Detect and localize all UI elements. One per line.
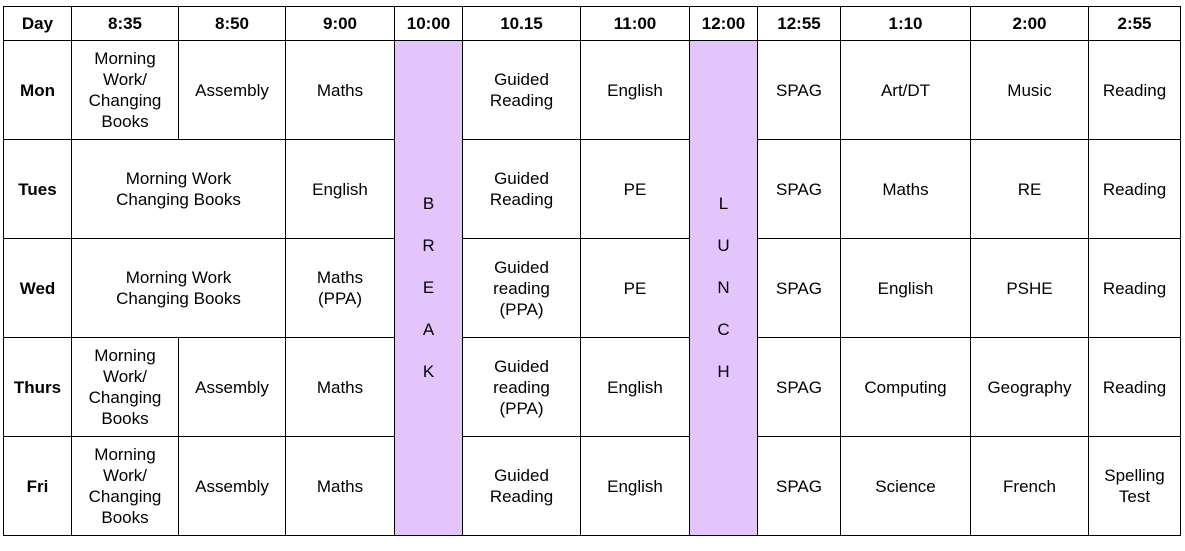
header-1000: 10:00 [395,7,463,41]
cell-line: Morning Work [125,169,232,188]
day-cell: Wed [4,239,72,338]
cell-line: Guided [494,169,549,188]
cell-255: Reading [1089,239,1181,338]
cell-line: Morning [94,445,156,464]
header-110: 1:10 [841,7,971,41]
lunch-letter: L [718,194,729,213]
cell-200: French [971,437,1089,536]
cell-line: Changing [88,388,162,407]
cell-line: reading [493,377,550,397]
cell-1100: English [581,338,690,437]
cell-line: Spelling [1104,466,1165,485]
cell-line: Guided [494,257,549,277]
cell-110: Maths [841,140,971,239]
cell-255: Reading [1089,140,1181,239]
break-letter: B [422,194,435,213]
cell-200: PSHE [971,239,1089,338]
cell-255 [1089,437,1181,536]
header-day: Day [4,7,72,41]
cell-line: Test [1118,487,1151,506]
header-1255: 12:55 [758,7,841,41]
cell-line: Changing Books [116,190,241,209]
cell-line: Work/ [102,70,148,89]
cell-1255: SPAG [758,140,841,239]
cell-110: Art/DT [841,41,971,140]
lunch-band [690,41,758,536]
cell-850: Assembly [179,437,286,536]
header-900: 9:00 [286,7,395,41]
row-mon [4,41,1181,140]
break-letter: E [422,278,435,297]
cell-200: Music [971,41,1089,140]
cell-1015 [463,338,581,437]
cell-line: Books [101,508,149,527]
cell-line: Morning Work [125,268,232,287]
cell-line: Reading [489,487,554,506]
cell-835 [72,41,179,140]
lunch-label [717,183,729,393]
cell-1100: PE [581,239,690,338]
cell-line: Books [101,409,149,428]
lunch-letter: C [717,320,730,339]
cell-1015 [463,437,581,536]
cell-1255: SPAG [758,437,841,536]
cell-900: Maths [286,338,395,437]
cell-1015 [463,239,581,338]
cell-line: Guided [494,466,549,485]
break-letter: K [422,362,435,381]
break-label [422,183,434,393]
day-cell: Thurs [4,338,72,437]
cell-line: Reading [489,190,554,209]
cell-255: Reading [1089,338,1181,437]
cell-200: RE [971,140,1089,239]
cell-110: Science [841,437,971,536]
cell-line: Morning [94,346,156,365]
row-fri [4,437,1181,536]
cell-900: Maths [286,437,395,536]
timetable [3,6,1181,536]
cell-900: English [286,140,395,239]
cell-line: Books [101,112,149,131]
row-thurs [4,338,1181,437]
day-cell: Mon [4,41,72,140]
cell-line: Changing [88,487,162,506]
header-1100: 11:00 [581,7,690,41]
cell-900 [286,239,395,338]
lunch-letter: N [717,278,730,297]
header-row [4,7,1181,41]
cell-110: Computing [841,338,971,437]
cell-line: Guided [494,356,549,376]
cell-1015 [463,140,581,239]
cell-1100: English [581,437,690,536]
cell-1255: SPAG [758,338,841,437]
cell-850: Assembly [179,41,286,140]
cell-110: English [841,239,971,338]
cell-line: Changing Books [116,289,241,308]
cell-line: Changing [88,91,162,110]
cell-1100: PE [581,140,690,239]
cell-line: Guided [494,70,549,89]
day-cell: Fri [4,437,72,536]
cell-line: (PPA) [499,299,544,319]
break-band [395,41,463,536]
lunch-letter: U [717,236,730,255]
cell-835 [72,338,179,437]
header-1015: 10.15 [463,7,581,41]
break-letter: A [422,320,435,339]
header-1200: 12:00 [690,7,758,41]
header-850: 8:50 [179,7,286,41]
cell-835 [72,437,179,536]
cell-line: Morning [94,49,156,68]
day-cell: Tues [4,140,72,239]
cell-835-850 [72,140,286,239]
cell-1255: SPAG [758,41,841,140]
cell-line: Maths [316,268,364,287]
header-255: 2:55 [1089,7,1181,41]
cell-255: Reading [1089,41,1181,140]
cell-line: Work/ [102,466,148,485]
cell-line: (PPA) [499,398,544,418]
cell-1255: SPAG [758,239,841,338]
header-200: 2:00 [971,7,1089,41]
break-letter: R [422,236,435,255]
row-wed [4,239,1181,338]
row-tues [4,140,1181,239]
cell-1015 [463,41,581,140]
header-835: 8:35 [72,7,179,41]
cell-line: (PPA) [317,289,363,308]
cell-1100: English [581,41,690,140]
cell-200: Geography [971,338,1089,437]
cell-900: Maths [286,41,395,140]
cell-835-850 [72,239,286,338]
cell-line: Reading [489,91,554,110]
cell-line: reading [493,278,550,298]
lunch-letter: H [717,362,730,381]
cell-850: Assembly [179,338,286,437]
cell-line: Work/ [102,367,148,386]
